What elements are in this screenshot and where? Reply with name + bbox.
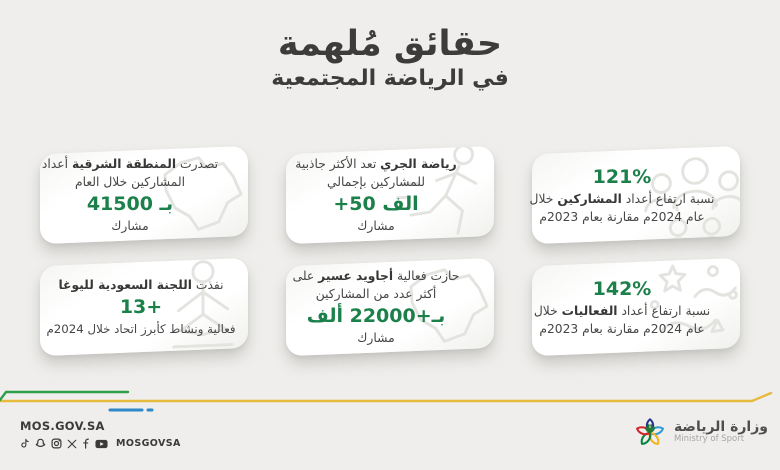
- stat-line-2: للمشاركين بإجمالي: [326, 175, 426, 190]
- line-segment-bold: أجاويد عسير: [318, 268, 394, 283]
- stat-unit: مشارك: [357, 218, 395, 233]
- ministry-logo: [633, 414, 768, 450]
- stat-line-1: [58, 276, 223, 294]
- tiktok-icon[interactable]: [20, 438, 30, 449]
- stat-unit: مشارك: [357, 330, 395, 345]
- stat-unit: مشارك: [111, 218, 149, 233]
- line-segment: خلال: [529, 192, 558, 207]
- card-participants-increase: [529, 150, 740, 240]
- line-segment: تصدرت: [176, 156, 219, 171]
- ministry-emblem-icon: [633, 414, 667, 450]
- stat-line-2: عام 2024م مقارنة بعام 2023م: [539, 210, 705, 225]
- line-segment: على: [292, 268, 319, 283]
- card-content: [286, 262, 494, 352]
- footer-contact-block: [20, 419, 181, 449]
- line-segment: أعداد: [41, 156, 72, 171]
- stat-value: 142%: [592, 277, 652, 300]
- line-segment-bold: المشاركين: [557, 192, 622, 207]
- card-content: [532, 262, 740, 352]
- stat-value: +50 الف: [333, 193, 419, 216]
- line-segment: تعد الأكثر جاذبية: [295, 156, 381, 171]
- footer-divider-line: [0, 385, 780, 415]
- instagram-icon[interactable]: [51, 438, 62, 449]
- social-handle: MOSGOVSA: [116, 438, 181, 449]
- stat-line-1: [293, 267, 460, 285]
- stat-line-1: [42, 155, 218, 173]
- line-segment: نسبة ارتفاع أعداد: [617, 304, 711, 319]
- card-content: [40, 262, 248, 352]
- stat-value: بـ 41500: [86, 193, 174, 216]
- line-segment: خلال: [533, 304, 562, 319]
- line-segment: حازت فعالية: [393, 268, 460, 283]
- line-segment-bold: رياضة الجري: [380, 156, 457, 171]
- ministry-name-english: Ministry of Sport: [673, 434, 745, 445]
- stat-value: 121%: [592, 165, 652, 188]
- snapchat-icon[interactable]: [35, 438, 46, 449]
- social-icons-row: [20, 438, 181, 449]
- card-eastern-region: [40, 150, 248, 240]
- stat-cards-grid: [40, 150, 740, 352]
- page-title: [0, 24, 780, 91]
- line-segment: نفذت: [191, 277, 224, 292]
- stat-line-1: [534, 302, 710, 320]
- ministry-name-arabic: وزارة الرياضة: [673, 419, 768, 436]
- facebook-icon[interactable]: [82, 438, 90, 449]
- card-yoga-committee: [40, 262, 248, 352]
- mos-domain-text: MOS.GOV.SA: [20, 419, 105, 433]
- card-content: [529, 150, 740, 240]
- line-segment: نسبة ارتفاع أعداد: [621, 192, 715, 207]
- line-segment-bold: الفعاليات: [561, 304, 618, 319]
- line-segment-bold: المنطقة الشرقية: [71, 156, 177, 171]
- title-line-1: حقائق مُلهمة: [277, 24, 503, 64]
- x-icon[interactable]: [67, 439, 77, 449]
- youtube-icon[interactable]: [95, 439, 108, 449]
- stat-line-2: عام 2024م مقارنة بعام 2023م: [539, 322, 705, 337]
- stat-line-2: فعالية ونشاط كأبرز اتحاد خلال 2024م: [46, 321, 236, 336]
- card-events-increase: [532, 262, 740, 352]
- stat-value: بـ+22000 ألف: [306, 305, 446, 328]
- title-line-2: في الرياضة المجتمعية: [271, 66, 509, 92]
- card-content: [286, 150, 494, 240]
- stat-line-2: المشاركين خلال العام: [75, 175, 185, 190]
- stat-value: 13+: [119, 296, 163, 319]
- card-ajaweed-asir-event: [286, 262, 494, 352]
- card-running-sport: [286, 150, 494, 240]
- card-content: [40, 150, 248, 240]
- stat-line-2: أكثر عدد من المشاركين: [315, 287, 437, 302]
- line-segment-bold: اللجنة السعودية لليوغا: [58, 277, 192, 292]
- stat-line-1: [295, 155, 456, 173]
- ministry-name-block: [674, 419, 768, 445]
- stat-line-1: [530, 190, 715, 208]
